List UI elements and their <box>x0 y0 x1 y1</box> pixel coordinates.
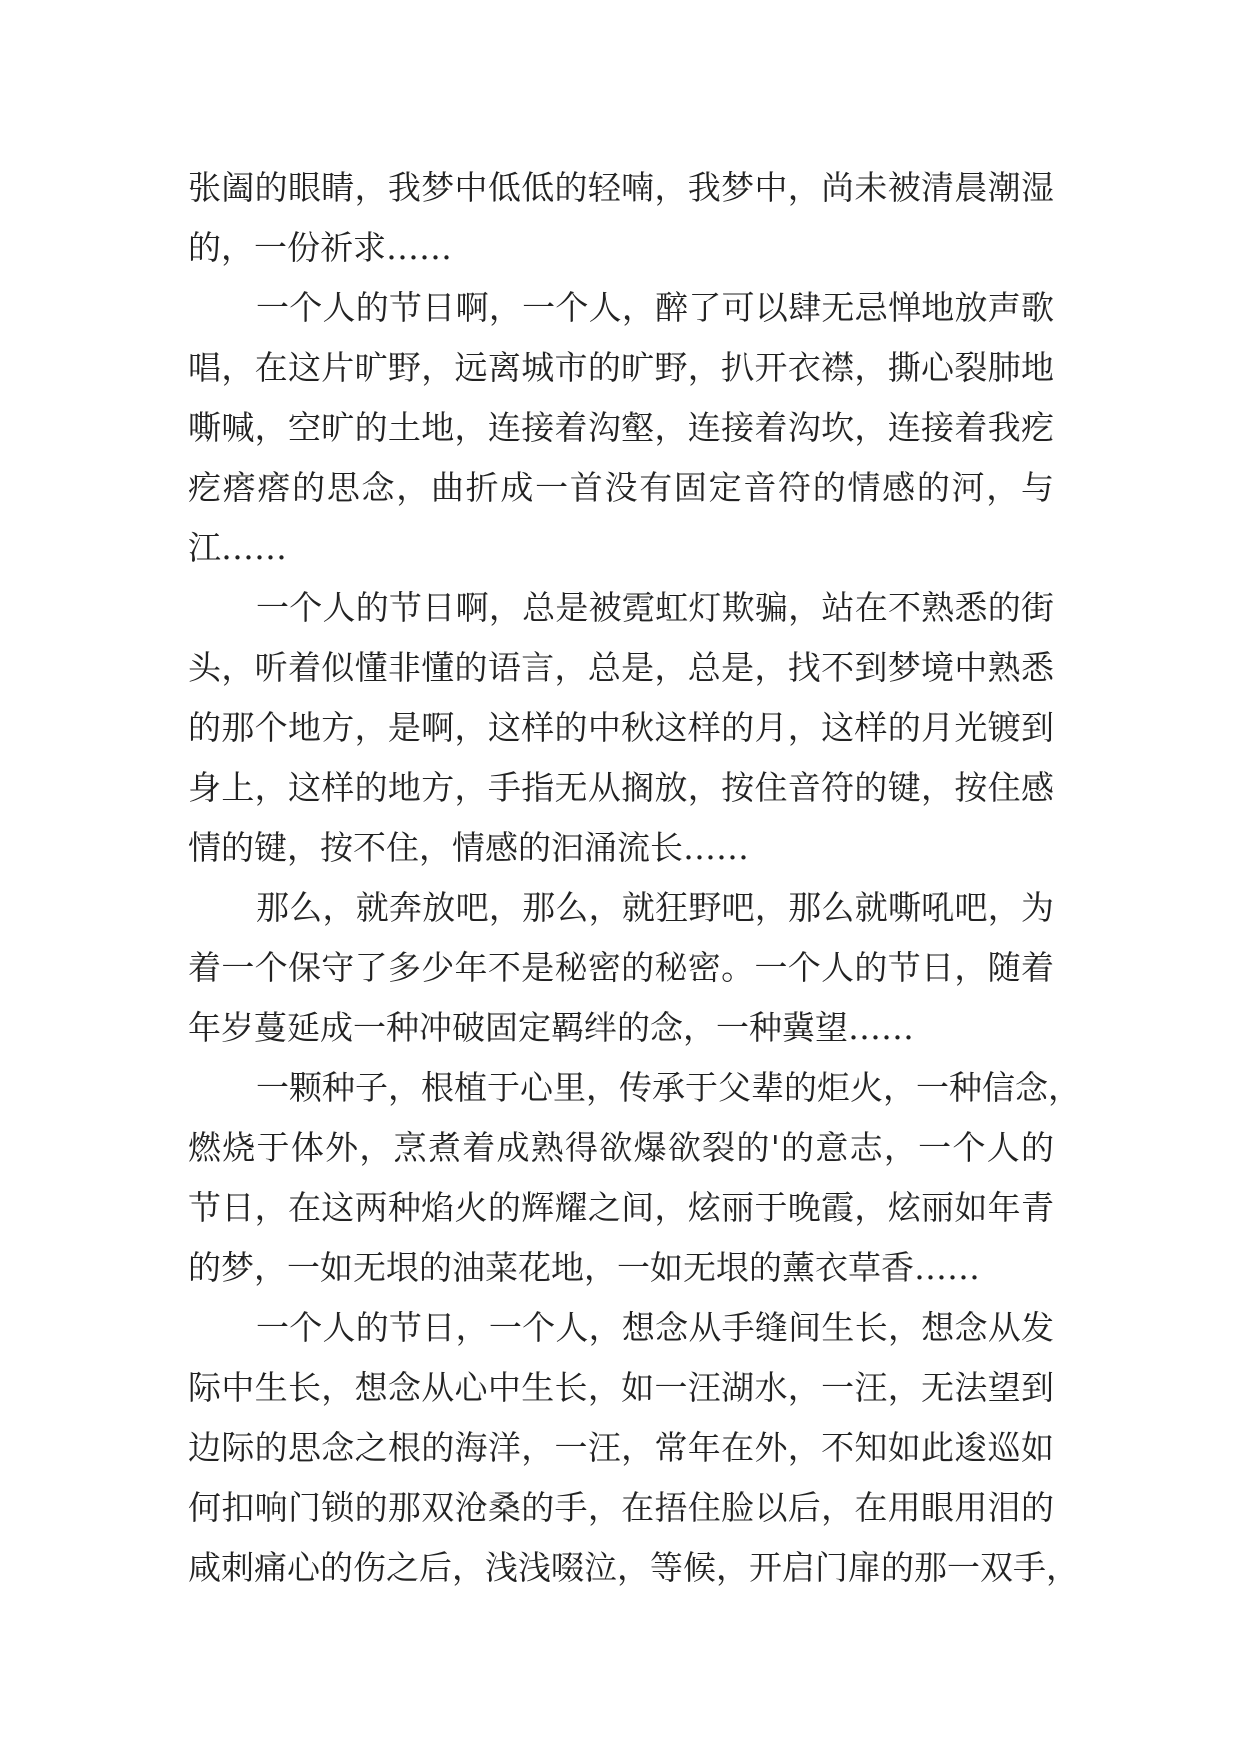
document-text-line: 嘶喊，空旷的土地，连接着沟壑，连接着沟坎，连接着我疙 <box>188 408 1054 447</box>
document-text-line: 一个人的节日，一个人，想念从手缝间生长，想念从发 <box>256 1308 1054 1347</box>
document-text-line: 年岁蔓延成一种冲破固定羁绊的念，一种冀望…… <box>188 1008 914 1047</box>
document-text-line: 的，一份祈求…… <box>188 228 452 267</box>
document-text-line: 一个人的节日啊，总是被霓虹灯欺骗，站在不熟悉的街 <box>256 588 1054 627</box>
document-text-line: 情的键，按不住，情感的汩涌流长…… <box>188 828 749 867</box>
document-text-line: 燃烧于体外，烹煮着成熟得欲爆欲裂的'的意志，一个人的 <box>188 1128 1054 1167</box>
document-text-line: 际中生长，想念从心中生长，如一汪湖水，一汪，无法望到 <box>188 1368 1054 1407</box>
document-text-line: 一个人的节日啊，一个人，醉了可以肆无忌惮地放声歌 <box>256 288 1054 327</box>
document-text-line: 疙瘩瘩的思念，曲折成一首没有固定音符的情感的河，与 <box>188 468 1054 507</box>
document-text-line: 江…… <box>188 528 287 567</box>
document-text-line: 头，听着似懂非懂的语言，总是，总是，找不到梦境中熟悉 <box>188 648 1054 687</box>
document-text-line: 着一个保守了多少年不是秘密的秘密。一个人的节日，随着 <box>188 948 1054 987</box>
document-body-text <box>188 158 1081 1598</box>
document-text-line: 咸刺痛心的伤之后，浅浅啜泣，等候，开启门扉的那一双手， <box>188 1548 1079 1587</box>
document-text-line: 身上，这样的地方，手指无从搁放，按住音符的键，按住感 <box>188 768 1054 807</box>
document-text-line: 张阖的眼睛，我梦中低低的轻喃，我梦中，尚未被清晨潮湿 <box>188 168 1054 207</box>
document-text-line: 边际的思念之根的海洋，一汪，常年在外，不知如此逡巡如 <box>188 1428 1054 1467</box>
document-text-line: 那么，就奔放吧，那么，就狂野吧，那么就嘶吼吧，为 <box>256 888 1054 927</box>
document-text-line: 的那个地方，是啊，这样的中秋这样的月，这样的月光镀到 <box>188 708 1054 747</box>
document-text-line: 的梦，一如无垠的油菜花地，一如无垠的薰衣草香…… <box>188 1248 980 1287</box>
document-text-line: 唱，在这片旷野，远离城市的旷野，扒开衣襟，撕心裂肺地 <box>188 348 1054 387</box>
document-page <box>188 158 1081 1598</box>
document-text-line: 一颗种子，根植于心里，传承于父辈的炬火，一种信念， <box>256 1068 1081 1107</box>
document-text-line: 节日，在这两种焰火的辉耀之间，炫丽于晚霞，炫丽如年青 <box>188 1188 1054 1227</box>
document-text-line: 何扣响门锁的那双沧桑的手，在捂住脸以后，在用眼用泪的 <box>188 1488 1054 1527</box>
